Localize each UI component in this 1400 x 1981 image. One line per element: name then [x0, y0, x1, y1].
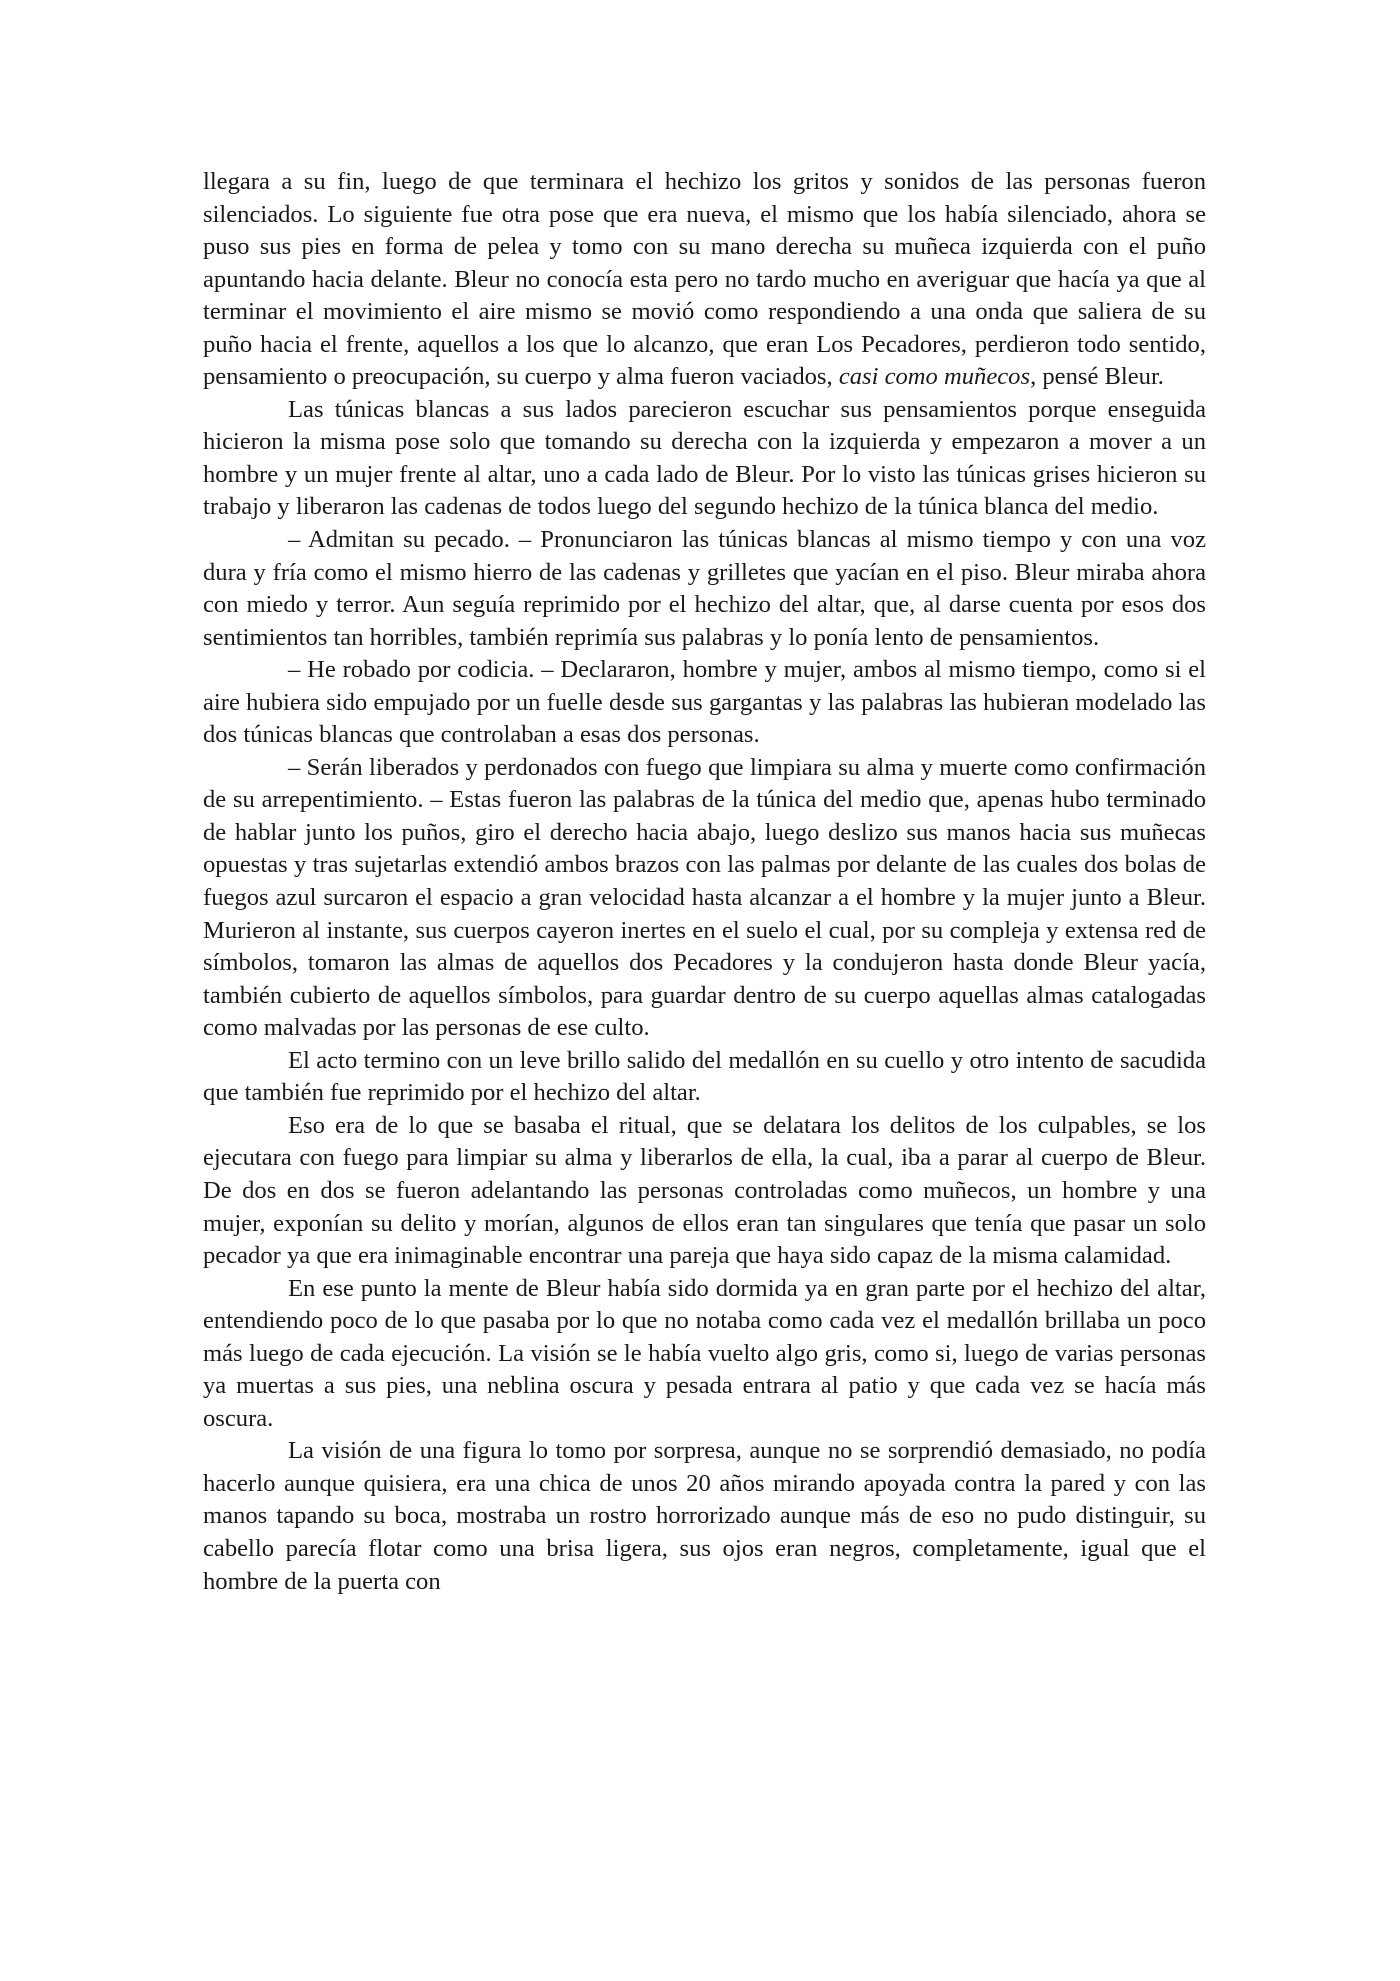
- paragraph: Las túnicas blancas a sus lados parecieron escuchar sus pensamientos porque enseguida hicieron la misma pose solo que tomando su derecha con la izquierda y empezaron a mover a un hombre y un mujer frente al altar, uno a cada lado de Bleur. Por lo visto las túnicas grises hicieron su trabajo y liberaron las cadenas de todos luego del segundo hechizo de la túnica blanca del medio.: [203, 395, 1206, 521]
- paragraph-text: llegara a su fin, luego de que terminara el hechizo los gritos y sonidos de las personas fueron silenciados. Lo siguiente fue otra pose que era nueva, el mismo que los había silenciado, ahora se puso sus pies en forma de pelea y tomo con su mano derecha su muñeca izquierda con el puño apuntando hacia delante. Bleur no conocía esta pero no tardo mucho en averiguar que hacía ya que al terminar el movimiento el aire mismo se movió como respondiendo a una onda que saliera de su puño hacia el frente, aquellos a los que lo alcanzo, que eran Los Pecadores, perdieron todo sentido, pensamiento o preocupación, su cuerpo y alma fueron vaciados,: [203, 168, 1206, 391]
- dialogue-paragraph: – Admitan su pecado. – Pronunciaron las túnicas blancas al mismo tiempo y con una voz dura y fría como el mismo hierro de las cadenas y grilletes que yacían en el piso. Bleur miraba ahora con miedo y terror. Aun seguía reprimido por el hechizo del altar, que, al darse cuenta por esos dos sentimientos tan horribles, también reprimía sus palabras y lo ponía lento de pensamientos.: [203, 526, 1206, 651]
- dialogue-paragraph: – He robado por codicia. – Declararon, hombre y mujer, ambos al mismo tiempo, como si el aire hubiera sido empujado por un fuelle desde sus gargantas y las palabras las hubieran modelado las dos túnicas blancas que controlaban a esas dos personas.: [203, 656, 1206, 749]
- dialogue-paragraph: – Serán liberados y perdonados con fuego que limpiara su alma y muerte como confirmación de su arrepentimiento. – Estas fueron las palabras de la túnica del medio que, apenas hubo terminado de hablar junto los puños, giro el derecho hacia abajo, luego deslizo sus manos hacia sus muñecas opuestas y tras sujetarlas extendió ambos brazos con las palmas por delante de las cuales dos bolas de fuegos azul surcaron el espacio a gran velocidad hasta alcanzar a el hombre y la mujer junto a Bleur. Murieron al instante, sus cuerpos cayeron inertes en el suelo el cual, por su compleja y extensa red de símbolos, tomaron las almas de aquellos dos Pecadores y la condujeron hasta donde Bleur yacía, también cubierto de aquellos símbolos, para guardar dentro de su cuerpo aquellas almas catalogadas como malvadas por las personas de ese culto.: [203, 753, 1206, 1042]
- paragraph: La visión de una figura lo tomo por sorpresa, aunque no se sorprendió demasiado, no podía hacerlo aunque quisiera, era una chica de unos 20 años mirando apoyada contra la pared y con las manos tapando su boca, mostraba un rostro horrorizado aunque más de eso no pudo distinguir, su cabello parecía flotar como una brisa ligera, sus ojos eran negros, completamente, igual que el hombre de la puerta con: [203, 1437, 1206, 1595]
- paragraph: [203, 166, 1206, 394]
- paragraph-text: , pensé Bleur.: [1030, 363, 1164, 391]
- italic-phrase: casi como muñecos: [838, 363, 1031, 391]
- paragraph: El acto termino con un leve brillo salido del medallón en su cuello y otro intento de sacudida que también fue reprimido por el hechizo del altar.: [203, 1046, 1206, 1107]
- paragraph: En ese punto la mente de Bleur había sido dormida ya en gran parte por el hechizo del altar, entendiendo poco de lo que pasaba por lo que no notaba como cada vez el medallón brillaba un poco más luego de cada ejecución. La visión se le había vuelto algo gris, como si, luego de varias personas ya muertas a sus pies, una neblina oscura y pesada entrara al patio y que cada vez se hacía más oscura.: [203, 1274, 1206, 1432]
- body-text: [203, 166, 1206, 1598]
- paragraph: Eso era de lo que se basaba el ritual, que se delatara los delitos de los culpables, se los ejecutara con fuego para limpiar su alma y liberarlos de ella, la cual, iba a parar al cuerpo de Bleur. De dos en dos se fueron adelantando las personas controladas como muñecos, un hombre y una mujer, exponían su delito y morían, algunos de ellos eran tan singulares que tenía que pasar un solo pecador ya que era inimaginable encontrar una pareja que haya sido capaz de la misma calamidad.: [203, 1111, 1206, 1270]
